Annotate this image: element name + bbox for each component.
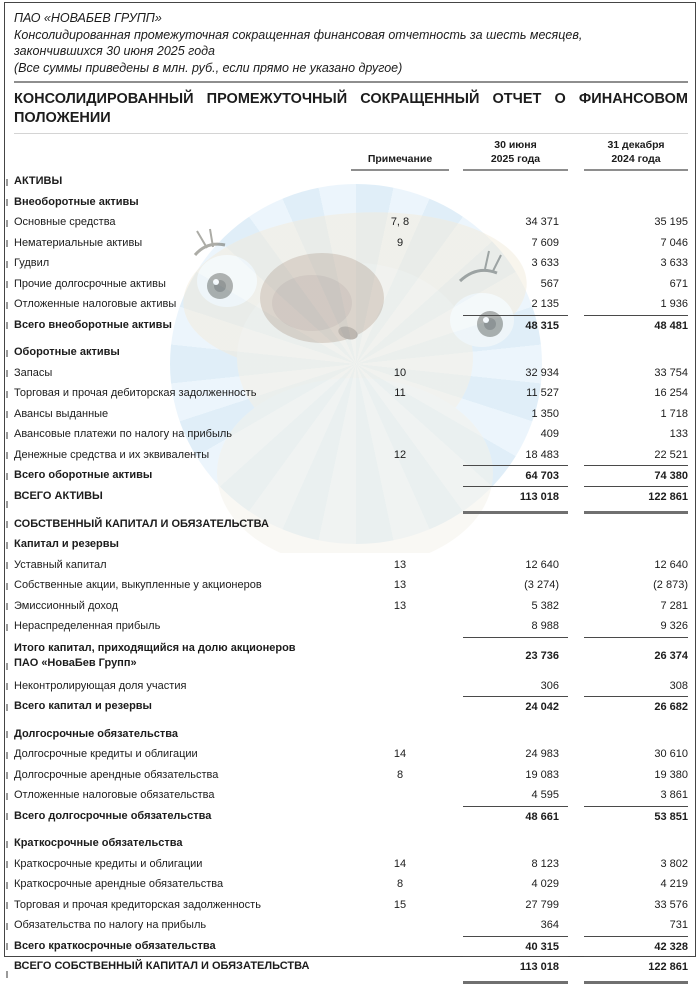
row-label: СОБСТВЕННЫЙ КАПИТАЛ И ОБЯЗАТЕЛЬСТВА	[14, 517, 269, 530]
row-label: Всего внеоборотные активы	[14, 318, 172, 331]
row-value-2025: 34 371	[525, 216, 559, 228]
row-value-2025	[463, 534, 568, 555]
row-value-2024: 731	[669, 919, 688, 931]
row-value-2025: 12 640	[525, 558, 559, 571]
row-value-2025: 4 029	[531, 878, 559, 890]
row-note	[351, 915, 449, 936]
row-value-2025: 19 083	[525, 768, 559, 781]
row-label: Торговая и прочая дебиторская задолженность	[14, 387, 257, 399]
row-label: Капитал и резервы	[14, 538, 119, 550]
row-label: Собственные акции, выкупленные у акционеров	[14, 579, 262, 591]
row-note	[351, 465, 449, 487]
row-value-2024: 16 254	[654, 387, 688, 399]
table-row	[14, 616, 688, 637]
table-row	[14, 854, 688, 875]
row-note	[351, 616, 449, 637]
row-value-2024: 7 046	[660, 236, 688, 249]
report-subtitle-line1: Консолидированная промежуточная сокращенная финансовая отчетность за шесть месяцев,	[14, 27, 583, 42]
statement-title-line1: КОНСОЛИДИРОВАННЫЙ ПРОМЕЖУТОЧНЫЙ СОКРАЩЕННЫЙ ОТЧЕТ О ФИНАНСОВОМ	[14, 91, 688, 107]
table-row	[14, 342, 688, 363]
row-note	[351, 724, 449, 745]
row-value-2024: 33 754	[654, 366, 688, 379]
row-note	[351, 696, 449, 718]
table-row	[14, 424, 688, 445]
row-value-2025: 113 018	[463, 486, 568, 514]
row-value-2024: 3 802	[660, 857, 688, 870]
company-name: ПАО «НОВАБЕВ ГРУПП»	[14, 11, 162, 25]
row-value-2024	[584, 534, 688, 555]
row-value-2025	[463, 724, 568, 745]
row-value-2025	[463, 514, 568, 535]
table-row	[14, 212, 688, 233]
table-row	[14, 404, 688, 425]
table-row	[14, 445, 688, 466]
row-label: Гудвил	[14, 257, 50, 269]
column-header-period-2024	[584, 136, 688, 171]
table-row	[14, 486, 688, 514]
row-label: Неконтролирующая доля участия	[14, 679, 187, 692]
row-note	[351, 833, 449, 854]
table-row	[14, 696, 688, 717]
document-content	[5, 3, 688, 984]
table-row	[14, 383, 688, 404]
row-label: Авансовые платежи по налогу на прибыль	[14, 428, 233, 440]
row-value-2025: 27 799	[525, 898, 559, 911]
row-label: ВСЕГО АКТИВЫ	[14, 489, 103, 502]
row-note	[351, 404, 449, 425]
row-note	[351, 192, 449, 213]
table-row	[14, 274, 688, 295]
row-value-2024: 33 576	[654, 898, 688, 911]
row-value-2024: 9 326	[660, 620, 688, 632]
row-value-2025: 8 988	[531, 620, 559, 632]
row-label: Нераспределенная прибыль	[14, 620, 161, 632]
row-value-2025	[463, 171, 568, 192]
table-row	[14, 765, 688, 786]
table-row	[14, 874, 688, 895]
row-note	[351, 936, 449, 958]
row-note	[351, 956, 449, 984]
row-value-2025: 32 934	[525, 366, 559, 379]
row-value-2024: 1 936	[660, 298, 688, 310]
row-note: 14	[393, 748, 407, 760]
period-2024-line1: 31 декабря	[607, 139, 665, 151]
row-note: 13	[393, 579, 407, 591]
table-row	[14, 315, 688, 336]
table-row	[14, 936, 688, 957]
table-row	[14, 915, 688, 936]
period-2025-line2: 2025 года	[490, 152, 541, 165]
table-row	[14, 575, 688, 596]
table-row	[14, 465, 688, 486]
table-row	[14, 555, 688, 576]
row-label: АКТИВЫ	[14, 175, 63, 187]
table-row	[14, 806, 688, 827]
row-label: Краткосрочные арендные обязательства	[14, 878, 224, 890]
row-label: Внеоборотные активы	[14, 195, 139, 208]
row-label: Уставный капитал	[14, 558, 107, 571]
document-page	[4, 2, 696, 973]
table-row	[14, 233, 688, 254]
row-value-2024: 26 374	[584, 637, 688, 676]
row-note: 11	[394, 387, 406, 399]
row-value-2024: (2 873)	[653, 579, 688, 591]
row-label: Обязательства по налогу на прибыль	[14, 919, 207, 931]
row-value-2024: 74 380	[584, 465, 688, 487]
row-label: Долгосрочные кредиты и облигации	[14, 748, 198, 760]
period-2024-line2: 2024 года	[611, 152, 661, 165]
table-row	[14, 724, 688, 745]
row-note	[351, 253, 449, 274]
row-value-2024	[584, 171, 688, 192]
period-2025-line1: 30 июня	[494, 139, 537, 151]
row-note	[351, 514, 449, 535]
report-subtitle-line2: закончившихся 30 июня 2025 года	[14, 44, 216, 58]
row-value-2024: 35 195	[654, 216, 688, 228]
row-label: Эмиссионный доход	[14, 599, 119, 612]
row-value-2025	[463, 833, 568, 854]
row-label: Основные средства	[14, 216, 116, 228]
table-header-label-spacer	[14, 136, 351, 171]
row-label: Итого капитал, приходящийся на долю акционеров ПАО «НоваБев Групп»	[14, 641, 296, 669]
row-note	[351, 171, 449, 192]
table-row	[14, 253, 688, 274]
row-value-2025: (3 274)	[524, 579, 559, 591]
row-note: 15	[393, 898, 407, 911]
row-value-2025: 23 736	[463, 637, 568, 676]
column-header-note	[351, 136, 449, 171]
row-label: Долгосрочные обязательства	[14, 727, 179, 740]
row-label: Краткосрочные обязательства	[14, 837, 183, 849]
row-value-2025: 5 382	[531, 599, 559, 612]
row-value-2025: 306	[540, 679, 559, 692]
row-label: ВСЕГО СОБСТВЕННЫЙ КАПИТАЛ И ОБЯЗАТЕЛЬСТВА	[14, 960, 310, 972]
table-row	[14, 676, 688, 697]
column-header-note-label: Примечание	[367, 152, 433, 165]
row-value-2025: 409	[540, 428, 559, 440]
row-label: Всего краткосрочные обязательства	[14, 939, 216, 952]
row-value-2024	[584, 724, 688, 745]
row-label: Оборотные активы	[14, 346, 120, 358]
row-label: Денежные средства и их эквиваленты	[14, 448, 210, 461]
row-value-2025: 1 350	[531, 407, 559, 420]
row-label: Краткосрочные кредиты и облигации	[14, 857, 203, 870]
row-value-2025: 2 135	[531, 298, 559, 310]
table-header-row	[14, 136, 688, 171]
row-label: Отложенные налоговые активы	[14, 298, 177, 310]
row-note: 12	[393, 448, 407, 461]
table-body	[14, 171, 688, 984]
row-label: Запасы	[14, 366, 53, 379]
row-note	[351, 342, 449, 363]
row-value-2025	[463, 342, 568, 363]
table-row	[14, 956, 688, 984]
statement-title	[14, 90, 688, 134]
row-value-2025	[463, 192, 568, 213]
row-value-2025: 48 661	[463, 806, 568, 828]
row-value-2025: 8 123	[531, 857, 559, 870]
row-value-2025: 40 315	[463, 936, 568, 958]
row-value-2024: 133	[669, 428, 688, 440]
header-divider	[14, 81, 688, 83]
document-header	[14, 7, 688, 76]
row-value-2025: 3 633	[531, 257, 559, 269]
row-value-2024: 7 281	[660, 599, 688, 612]
row-note: 13	[393, 558, 407, 571]
row-value-2025: 7 609	[531, 236, 559, 249]
row-value-2024: 30 610	[654, 748, 688, 760]
row-value-2024: 3 633	[660, 257, 688, 269]
row-value-2025: 113 018	[463, 956, 568, 984]
row-value-2025: 18 483	[525, 448, 559, 461]
row-note	[351, 486, 449, 514]
row-value-2024	[584, 192, 688, 213]
row-note	[351, 676, 449, 697]
row-value-2024: 53 851	[584, 806, 688, 828]
table-row	[14, 596, 688, 617]
row-value-2024: 22 521	[654, 448, 688, 461]
table-row	[14, 744, 688, 765]
balance-sheet-table	[14, 136, 688, 984]
table-row	[14, 294, 688, 315]
row-value-2024: 122 861	[584, 956, 688, 984]
row-value-2025: 364	[540, 919, 559, 931]
row-value-2024: 12 640	[654, 558, 688, 571]
row-label: Всего долгосрочные обязательства	[14, 809, 212, 822]
row-note	[351, 534, 449, 555]
row-note: 10	[393, 366, 407, 379]
table-row	[14, 833, 688, 854]
units-note: (Все суммы приведены в млн. руб., если прямо не указано другое)	[14, 60, 403, 75]
row-note	[351, 806, 449, 828]
row-value-2024: 42 328	[584, 936, 688, 958]
table-row	[14, 534, 688, 555]
row-value-2025: 24 983	[525, 748, 559, 760]
row-value-2025: 24 042	[463, 696, 568, 718]
table-row	[14, 637, 688, 676]
row-note	[351, 637, 449, 676]
row-value-2024: 48 481	[584, 315, 688, 337]
row-value-2025: 48 315	[463, 315, 568, 337]
row-value-2024: 26 682	[584, 696, 688, 718]
row-value-2024: 1 718	[660, 407, 688, 420]
row-value-2025: 567	[540, 277, 559, 290]
column-header-period-2025	[463, 136, 568, 171]
row-note: 8	[396, 878, 404, 890]
row-label: Всего оборотные активы	[14, 469, 153, 481]
row-note: 14	[393, 857, 407, 870]
row-note	[351, 785, 449, 806]
row-label: Авансы выданные	[14, 407, 109, 420]
row-label: Торговая и прочая кредиторская задолженность	[14, 898, 261, 911]
row-label: Нематериальные активы	[14, 236, 143, 249]
table-row	[14, 171, 688, 192]
row-label: Всего капитал и резервы	[14, 700, 152, 712]
row-value-2025: 4 595	[531, 789, 559, 801]
row-value-2024: 122 861	[584, 486, 688, 514]
row-note	[351, 424, 449, 445]
row-value-2024: 3 861	[660, 789, 688, 801]
row-label: Отложенные налоговые обязательства	[14, 789, 215, 801]
row-value-2024: 4 219	[660, 878, 688, 890]
row-value-2025: 11 527	[526, 387, 559, 399]
row-value-2024: 308	[669, 679, 688, 692]
table-row	[14, 363, 688, 384]
row-note: 9	[396, 236, 404, 249]
row-label: Долгосрочные арендные обязательства	[14, 768, 219, 781]
table-row	[14, 895, 688, 916]
table-row	[14, 514, 688, 535]
row-label: Прочие долгосрочные активы	[14, 277, 166, 290]
row-value-2025: 64 703	[463, 465, 568, 487]
table-row	[14, 192, 688, 213]
row-note: 13	[393, 599, 407, 612]
row-note	[351, 315, 449, 337]
row-value-2024	[584, 342, 688, 363]
row-value-2024: 671	[669, 277, 688, 290]
statement-title-line2: ПОЛОЖЕНИИ	[14, 110, 111, 126]
row-note: 7, 8	[390, 216, 410, 228]
row-value-2024	[584, 514, 688, 535]
table-row	[14, 785, 688, 806]
row-note	[351, 274, 449, 295]
row-note	[351, 294, 449, 315]
row-value-2024	[584, 833, 688, 854]
row-note: 8	[396, 768, 404, 781]
row-value-2024: 19 380	[654, 768, 688, 781]
